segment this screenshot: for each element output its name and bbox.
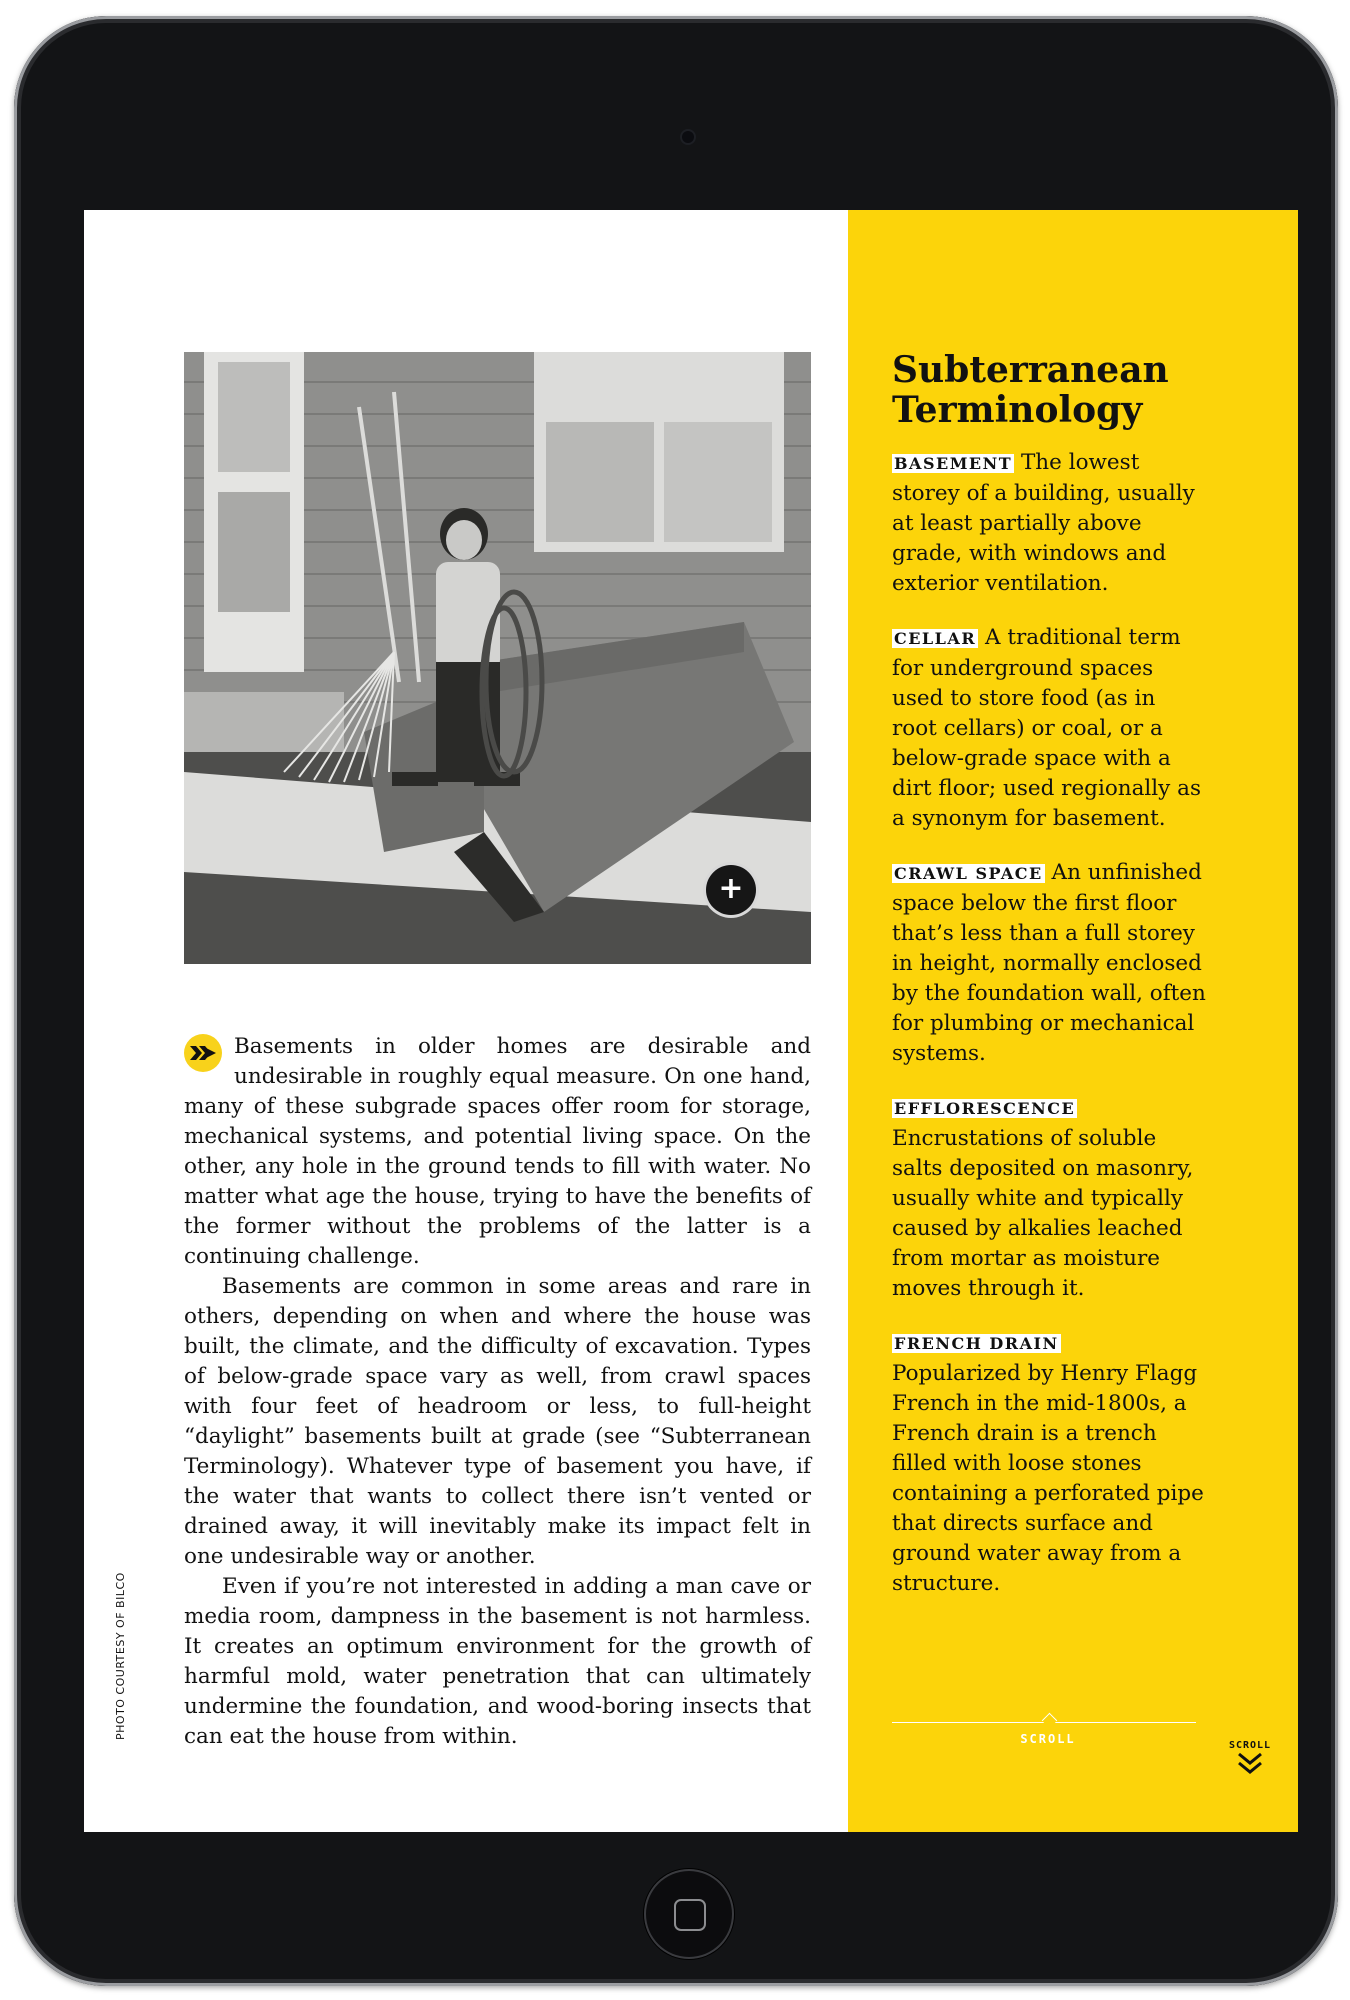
term-definition: The lowest storey of a building, usually at least partially above grade, with windows and exterior ventilation. — [892, 450, 1195, 596]
sidebar-title — [892, 350, 1272, 430]
term-name: BASEMENT — [894, 454, 1013, 473]
article-body — [184, 1032, 811, 1752]
camera-icon — [682, 131, 694, 143]
arrow-badge-icon — [184, 1034, 222, 1072]
sidebar-title-line: Terminology — [892, 389, 1143, 431]
term-name: EFFLORESCENCE — [894, 1099, 1076, 1118]
double-chevron-down-icon — [1235, 1751, 1265, 1777]
scroll-notch-icon — [1042, 1713, 1058, 1729]
term-name: CRAWL SPACE — [894, 864, 1043, 883]
term-cellar — [892, 623, 1206, 834]
plus-icon: + — [718, 871, 744, 906]
term-definition: A traditional term for underground spaces used to store food (as in root cellars) or coal, or a below-grade space with a dirt floor; used regionally as a synonym for basement. — [892, 625, 1202, 831]
article-paragraph — [184, 1032, 811, 1272]
tablet-frame — [14, 16, 1338, 1986]
terms-list — [892, 448, 1206, 1623]
page-scroll-button[interactable] — [1228, 1740, 1272, 1781]
article-paragraph: Even if you’re not interested in adding a man cave or media room, dampness in the basement is not harmless. It creates an optimum environment for the growth of harmful mold, water penetration that can ultimately undermine the foundation, and wood-boring insects that can eat the house from within. — [184, 1574, 811, 1749]
screen — [84, 210, 1298, 1832]
article-photo[interactable] — [184, 352, 811, 964]
term-french-drain — [892, 1328, 1206, 1599]
article-paragraph: Basements are common in some areas and rare in others, depending on when and where the house was built, the climate, and the difficulty of excavation. Types of below-grade space vary as well, from crawl spaces with four feet of headroom or less, to full-height “daylight” basements built at grade (see “Subterranean Terminology). Whatever type of basement you have, if the water that wants to collect there isn’t vented or drained away, it will inevitably make its impact felt in one undesirable way or another. — [184, 1274, 811, 1569]
terminology-sidebar[interactable] — [848, 210, 1298, 1832]
sidebar-scroll-label[interactable]: SCROLL — [1020, 1732, 1076, 1746]
term-basement — [892, 448, 1206, 599]
article-paragraph-text: Basements in older homes are desirable and undesirable in roughly equal measure. On one hand, many of these subgrade spaces offer room for storage, mechanical systems, and potential living space. On the other, any hole in the ground tends to fill with water. No matter what age the house, trying to have the benefits of the former without the problems of the latter is a continuing challenge. — [184, 1034, 811, 1269]
photo-credit: PHOTO COURTESY OF BILCO — [114, 1572, 127, 1740]
home-button[interactable] — [644, 1869, 734, 1959]
home-square-icon — [674, 1899, 706, 1931]
sidebar-title-line: Subterranean — [892, 349, 1169, 391]
term-crawl-space — [892, 858, 1206, 1069]
term-definition: Popularized by Henry Flagg French in the mid-1800s, a French drain is a trench filled with loose stones containing a perforated pipe that directs surface and ground water away from a structure. — [892, 1361, 1204, 1596]
term-name: CELLAR — [894, 629, 977, 648]
page-scroll-label: SCROLL — [1228, 1740, 1272, 1751]
expand-photo-button[interactable] — [706, 865, 756, 915]
term-definition: An unfinished space below the first floor that’s less than a full storey in height, normally enclosed by the foundation wall, often for plumbing or mechanical systems. — [892, 860, 1206, 1066]
term-name: FRENCH DRAIN — [894, 1334, 1059, 1353]
term-definition: Encrustations of soluble salts deposited on masonry, usually white and typically caused by alkalies leached from mortar as moisture moves through it. — [892, 1126, 1194, 1301]
term-efflorescence — [892, 1093, 1206, 1304]
